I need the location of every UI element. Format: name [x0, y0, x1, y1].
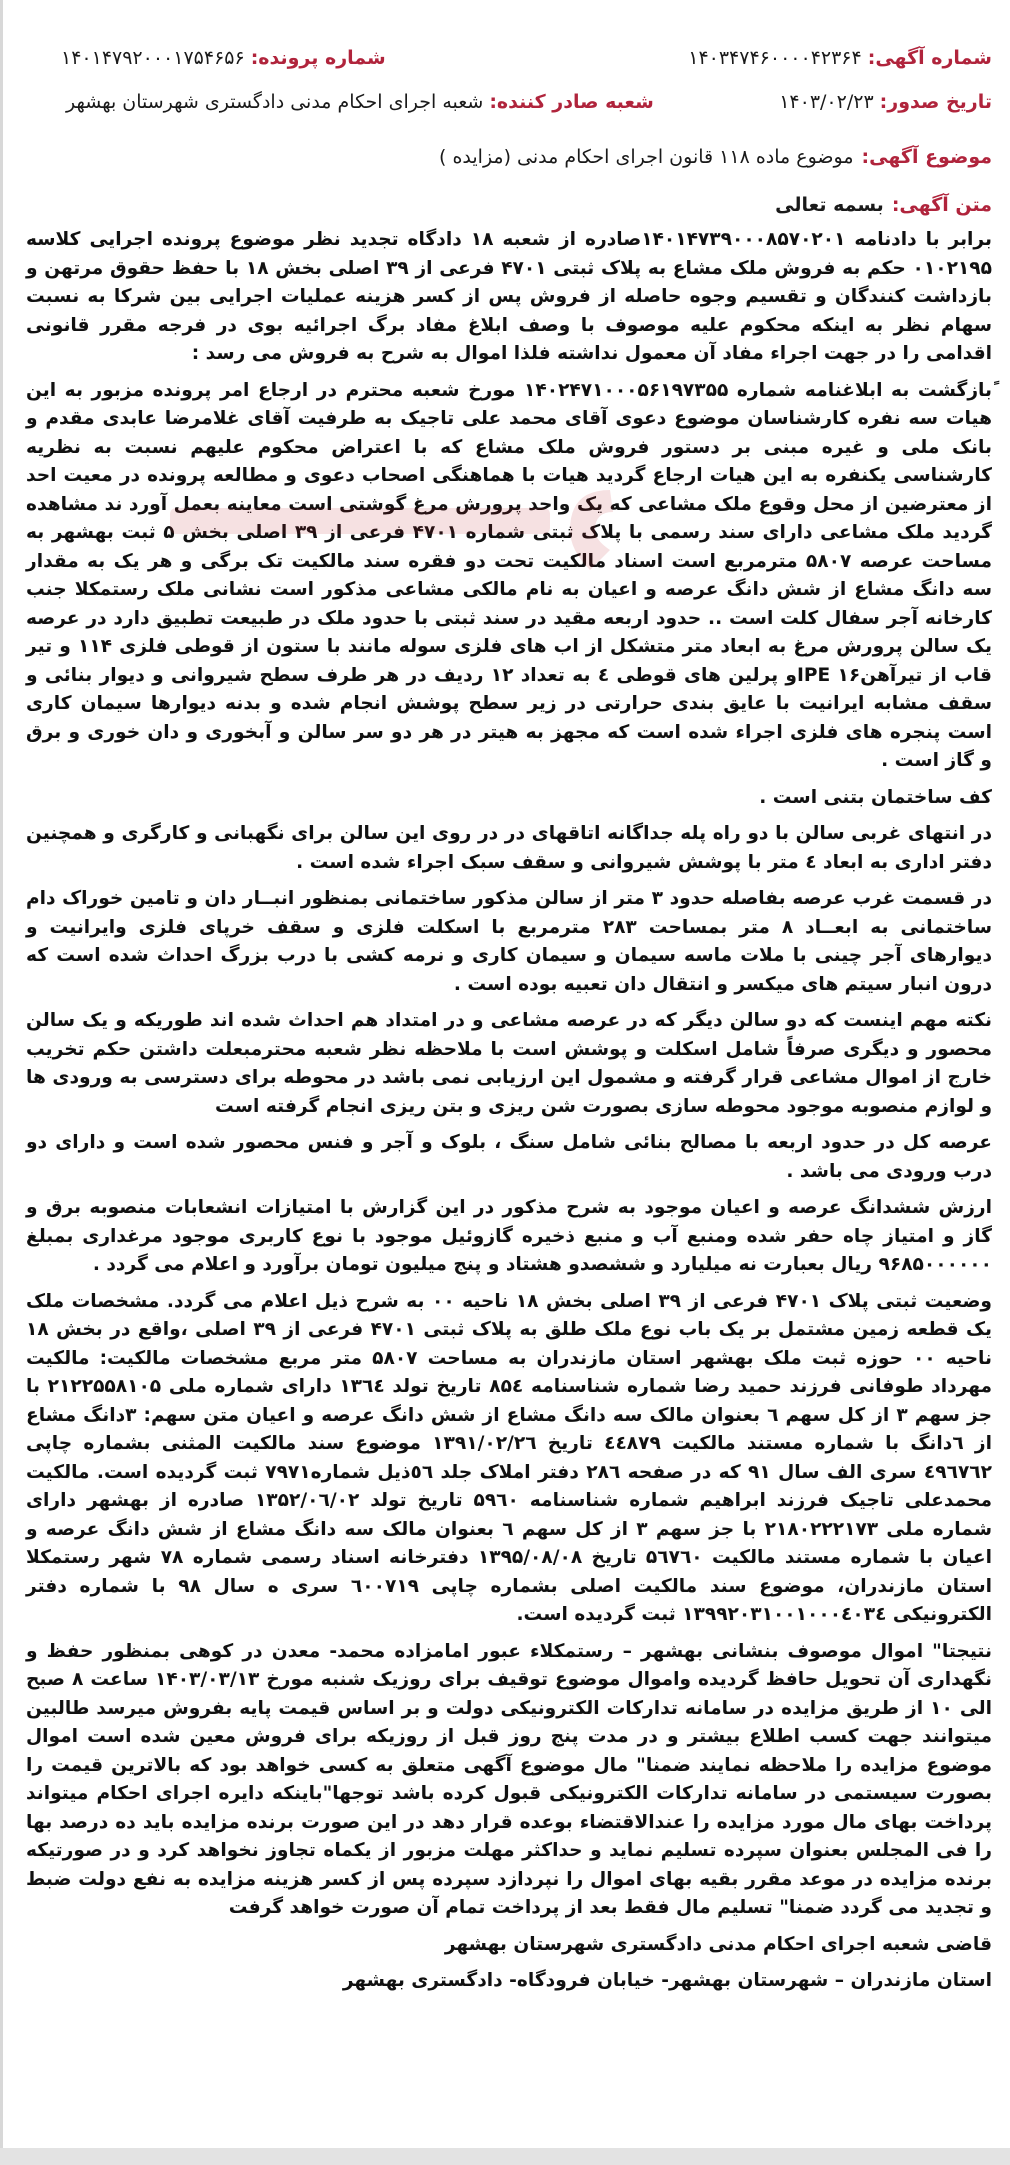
body-paragraph: در قسمت غرب عرصه بفاصله حدود ۳ متر از سالن مذکور ساختمانی بمنظور انبــار دان و تامین خوراک دام ساختمانی به ابعــاد ۸ متر بمساحت ۲۸۳ مترمربع با اسکلت فلزی و سقف خرپای فلزی وایرانیت و دیوارهای آجر چینی با ملات ماسه سیمان و سیمان کاری و نرمه کشی با درب بزرگ احداث شده است که درون انبار سیتم های میکسر و انتقال دان تعبیه بوده است .: [26, 888, 993, 995]
body-paragraph: نکته مهم اینست که دو سالن دیگر که در عرصه مشاعی و در امتداد هم احداث شده اند طوریکه و یک سالن محصور و دیگری صرفاً شامل اسکلت و پوشش است با ملاحظه نظر شعبه محترمبعلت داشتن حکم تخریب خارج از اموال مشاعی قرار گرفته و مشمول این ارزیابی نمی باشد در محوطه برای دسترسی به ورودی ها و لوازم منصوبه موجود محوطه سازی بصورت شن ریزی و بتن ریزی انجام گرفته است: [26, 1010, 992, 1117]
body-label-row: [26, 194, 992, 216]
issue-date-value: ۱۴۰۳/۰۲/۲۳: [779, 91, 874, 113]
issuing-branch-value: شعبه اجرای احکام مدنی دادگستری شهرستان بهشهر: [66, 91, 484, 113]
body-paragraph: ًبازگشت به ابلاغنامه شماره ۱۴۰۲۴۷۱۰۰۰۵۶۱۹۷۳۵۵ مورخ شعبه محترم در ارجاع امر پرونده مزبور به این هیات سه نفره کارشناسان موضوع دعوی آقای محمد علی تاجیک به طرفیت آقای غلامرضا عابدی مقدم و بانک ملی و غیره مبنی بر دستور فروش ملک مشاع که با اعتراض محکوم علیهم نسبت به نظریه کارشناسی یکنفره به این هیات ارجاع گردید هیات با هماهنگی اصحاب دعوی و مطالعه پرونده در معیت احد از معترضین از محل وقوع ملک مشاعی که یک واحد پرورش مرغ گوشتی است معاینه بعمل آورد ند مشاهده گردید ملک مشاعی دارای سند رسمی با پلاک ثبتی شماره ۴۷۰۱ فرعی از ۳۹ اصلی بخش ۵ ثبت بهشهر به مساحت عرصه ۵۸۰۷ مترمربع است اسناد مالکیت تحت دو فقره سند مالکیت تک برگی و هر یک به مقدار سه دانگ مشاع از شش دانگ عرصه و اعیان به نام مالکی مشاعی مذکور است نشانی ملک رستمکلا جنب کارخانه آجر سفال کلت است .. حدود اربعه مقید در سند ثبتی با حدود ملک در طبیعت تطبیق دارد در عرصه یک سالن پرورش مرغ به ابعاد متر متشکل از اب های فلزی سوله مانند با ستون از قوطی فلزی ۱۱۴ و تیر قاب از تیرآهن۱۶ IPEو پرلین های قوطی ٤ به تعداد ۱۲ ردیف در هر طرف سطح شیروانی و دیوار بنائی و سقف مشابه ایرانیت با عایق بندی حرارتی در زیر سطح پوشش انجام شده و بدنه دیوارها سیمان کاری است پنجره های فلزی اجراء شده است که مجهز به هیتر در هر دو سر سالن و آبخوری و دان خوری و برق و گاز است .: [26, 379, 992, 771]
subject-value: موضوع ماده ۱۱۸ قانون اجرای احکام مدنی (مزایده ): [439, 146, 854, 168]
ad-number: [688, 47, 992, 69]
body-paragraph: استان مازندران – شهرستان بهشهر- خیابان فرودگاه- دادگستری بهشهر: [342, 1970, 992, 1991]
issue-date-label: تاریخ صدور:: [879, 91, 992, 113]
body-text: [26, 226, 992, 1996]
body-label: متن آگهی:: [891, 194, 992, 216]
issuing-branch: [66, 91, 654, 113]
issue-date: [779, 91, 992, 113]
body-paragraph: در انتهای غربی سالن با دو راه پله جداگانه اتاقهای در در روی این سالن برای نگهبانی و کارگری و همچنین دفتر اداری به ابعاد ٤ متر با پوشش شیروانی و سقف سبک اجراء شده است .: [26, 823, 992, 873]
left-edge-divider: [0, 0, 3, 2148]
body-paragraph: عرصه کل در حدود اربعه با مصالح بنائی شامل سنگ ، بلوک و آجر و فنس محصور شده است و دارای دو درب ورودی می باشد .: [26, 1132, 992, 1182]
case-number-value: ۱۴۰۱۴۷۹۲۰۰۰۱۷۵۴۶۵۶: [61, 47, 245, 69]
subject-label: موضوع آگهی:: [861, 146, 992, 168]
subject-row: [26, 146, 992, 168]
case-number-label: شماره پرونده:: [250, 47, 386, 69]
ad-number-value: ۱۴۰۳۴۷۴۶۰۰۰۰۴۲۳۶۴: [688, 47, 862, 69]
case-number: [61, 47, 386, 69]
body-paragraph: برابر با دادنامه ۱۴۰۱۴۷۳۹۰۰۰۸۵۷۰۲۰۱صادره از شعبه ۱۸ دادگاه تجدید نظر موضوع پرونده اجرایی کلاسه ۰۱۰۲۱۹۵ حکم به فروش ملک مشاع به پلاک ثبتی ۴۷۰۱ فرعی از ۳۹ اصلی بخش ۱۸ با حفظ حقوق مرتهن و بازداشت کنندگان و تقسیم وجوه حاصله از فروش پس از کسر هزینه عملیات اجرایی بین شرکا به نسبت سهام نظر به اینکه محکوم علیه موصوف با وصف ابلاغ مفاد برگ اجرائیه بوی در فرجه مقرر قانونی اقدامی را در جهت اجراء مفاد آن معمول نداشته فلذا اموال به شرح به فروش می رسد :: [26, 229, 992, 364]
header-row-2: [26, 80, 992, 124]
body-paragraph: ارزش ششدانگ عرصه و اعیان موجود به شرح مذکور در این گزارش با امتیازات انشعابات منصوبه برق و گاز و امتیاز چاه حفر شده ومنبع آب و منبع ذخیره گازوئیل موجود با نوع کاربری موجود مرغداری بمبلغ ۹۶۸۵۰۰۰۰۰۰ ریال بعبارت نه میلیارد و ششصدو هشتاد و پنج میلیون تومان برآورد و اعلام می گردد .: [26, 1197, 992, 1275]
header-row-1: [26, 36, 992, 80]
body-paragraph: قاضی شعبه اجرای احکام مدنی دادگستری شهرستان بهشهر: [444, 1933, 992, 1955]
body-paragraph: نتیجتا" اموال موصوف بنشانی بهشهر – رستمکلاء عبور امامزاده محمد- معدن در کوهی بمنظور حفظ و نگهداری آن تحویل حافظ گردیده واموال موضوع توقیف برای روزیک شنبه مورخ ۱۴۰۳/۰۳/۱۳ ساعت ۸ صبح الی ۱۰ از طریق مزایده در سامانه تدارکات الکترونیکی دولت و بر اساس قیمت پایه بفروش میرسد طالبین میتوانند جهت کسب اطلاع بیشتر و در مدت پنج روز قبل از روزیکه برای فروش معین شده است اموال موضوع مزایده را ملاحظه نمایند ضمنا" مال موضوع آگهی متعلق به کسی خواهد بود که بالاترین قیمت را بصورت سیستمی در سامانه تدارکات الکترونیکی قبول کرده باشد توجها"باینکه دایره اجرای احکام میتواند پرداخت بهای مال مورد مزایده را عندالاقتضاء بوعده قرار دهد در این صورت برنده مزایده باید ده درصد بها را فی المجلس بعنوان سپرده تسلیم نماید و حداکثر مهلت مزبور از یکماه تجاوز نخواهد کرد و در صورتیکه برنده مزایده در موعد مقرر بقیه بهای اموال را نپردازد سپرده پس از کسر هزینه مزایده به نفع دولت ضبط و تجدید می گردد ضمنا" تسلیم مال فقط بعد از پرداخت تمام آن صورت خواهد گرفت: [26, 1640, 993, 1918]
body-opening: بسمه تعالی: [775, 194, 884, 216]
issuing-branch-label: شعبه صادر کننده:: [489, 91, 654, 113]
bottom-bar: [0, 2148, 1010, 2165]
body-paragraph: وضعیت ثبتی پلاک ۴۷۰۱ فرعی از ۳۹ اصلی بخش ۱۸ ناحیه ۰۰ به شرح ذیل اعلام می گردد. مشخصات ملک یک قطعه زمین مشتمل بر یک باب نوع ملک طلق به پلاک ثبتی ۴۷۰۱ فرعی از ۳۹ اصلی ،واقع در بخش ۱۸ ناحیه ۰۰ حوزه ثبت ملک بهشهر استان مازندران به مساحت ۵۸۰۷ متر مربع مشخصات مالکیت: مالکیت مهرداد طوفانی فرزند حمید رضا شماره شناسنامه ۸۵٤ تاریخ تولد ۱۳٦٤ دارای شماره ملی ۲۱۲۲۵۵۸۱۰۵ با جز سهم ۳ از کل سهم ٦ بعنوان مالک سه دانگ مشاع از شش دانگ عرصه و اعیان متن سهم: ۳دانگ مشاع از ٦دانگ با شماره مستند مالکیت ٤٤٨٧٩ تاریخ ۱۳۹۱/۰۲/۲٦ موضوع سند مالکیت المثنی بشماره چاپی ٤۹٦۷٦۲ سری الف سال ۹۱ که در صفحه ۲۸٦ دفتر املاک جلد ٥٦ذیل شماره۷۹۷۱ ثبت گردیده است. مالکیت محمدعلی تاجیک فرزند ابراهیم شماره شناسنامه ۵۹٦۰ تاریخ تولد ۱۳۵۲/۰٦/۰۲ صادره از بهشهر دارای شماره ملی ۲۱۸۰۲۲۲۱۷۳ با جز سهم ۳ از کل سهم ٦ بعنوان مالک سه دانگ مشاع از شش دانگ عرصه و اعیان با شماره مستند مالکیت ۵٦۷٦۰ تاریخ ۱۳۹۵/۰۸/۰۸ دفترخانه اسناد رسمی شماره ۷۸ شهر رستمکلا استان مازندران، موضوع سند مالکیت اصلی بشماره چاپی ٦۰۰۷۱۹ سری ه سال ۹۸ با شماره دفتر الکترونیکی ۱۳۹۹۲۰۳۱۰۰۱۰۰۰٤۰۳٤ ثبت گردیده است.: [26, 1290, 993, 1625]
body-paragraph: کف ساختمان بتنی است .: [759, 786, 992, 808]
ad-number-label: شماره آگهی:: [867, 47, 992, 69]
